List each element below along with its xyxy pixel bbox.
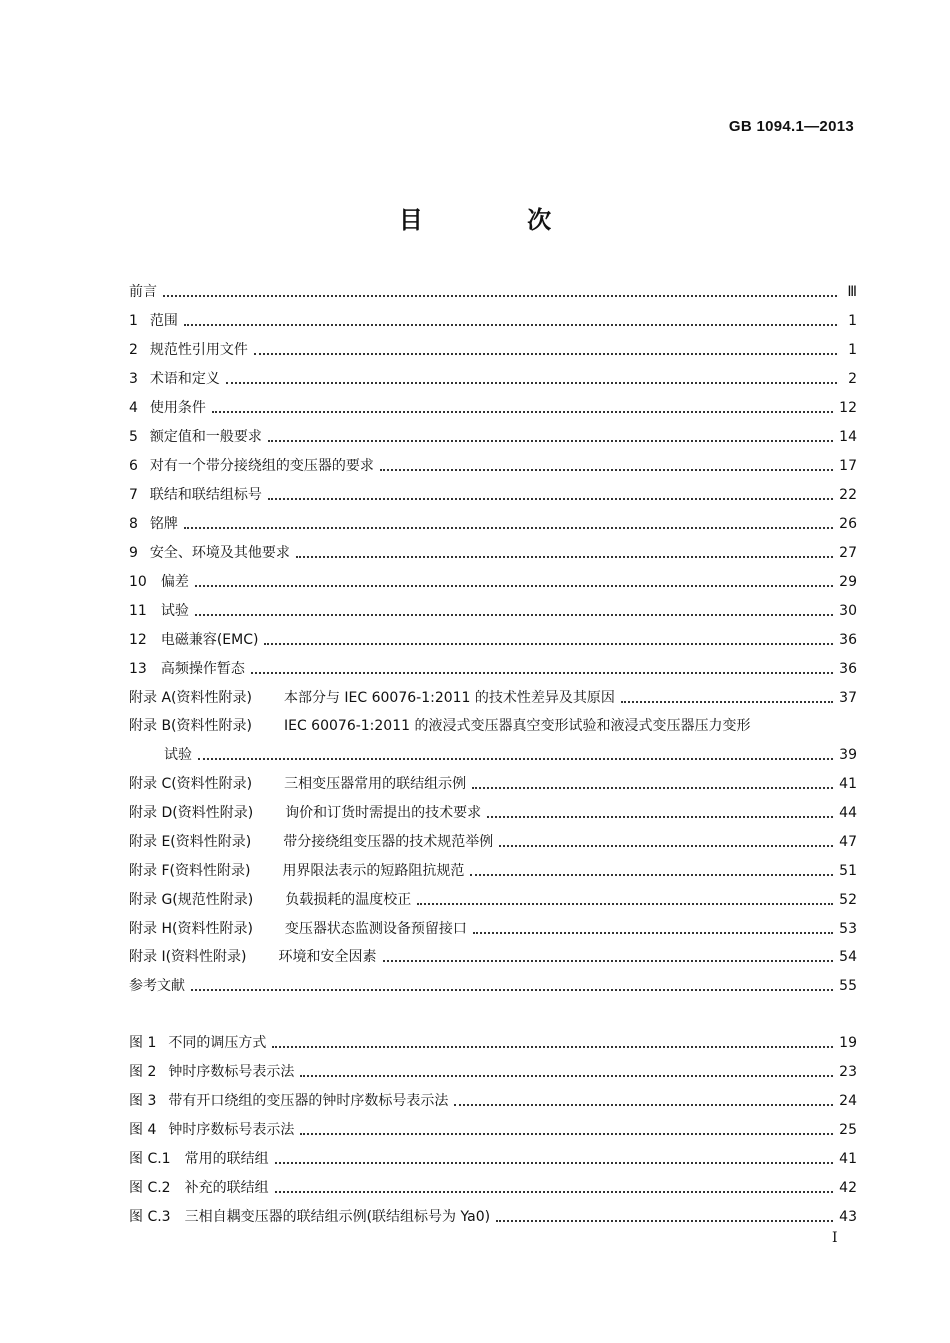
annex-page: 41 — [839, 776, 857, 792]
annex-page: 54 — [839, 949, 857, 965]
dot-leader — [275, 1162, 834, 1164]
toc-entry-number: 13 — [129, 661, 147, 677]
figure-page: 25 — [839, 1122, 857, 1138]
annex-page: 44 — [839, 805, 857, 821]
annex-page: 53 — [839, 921, 857, 937]
dot-leader — [454, 1104, 833, 1106]
toc-entry-page: 30 — [839, 603, 857, 619]
dot-leader — [300, 1133, 833, 1135]
toc-entry-page: 12 — [839, 400, 857, 416]
toc-entry-page: 36 — [839, 661, 857, 677]
toc-entry-number: 12 — [129, 632, 147, 648]
dot-leader — [300, 1075, 833, 1077]
toc-entry[interactable] — [129, 570, 857, 592]
standard-number: GB 1094.1—2013 — [728, 118, 854, 135]
annex-label: 变压器状态监测设备预留接口 — [284, 921, 467, 937]
toc-entry[interactable] — [129, 657, 857, 679]
dot-leader — [198, 758, 833, 760]
figure-page: 19 — [839, 1035, 857, 1051]
toc-entry-label: 术语和定义 — [149, 371, 220, 387]
toc-entry-label: 使用条件 — [149, 400, 206, 416]
annex-entry[interactable] — [129, 888, 857, 910]
dot-leader — [472, 787, 833, 789]
toc-entry-page: 22 — [839, 487, 857, 503]
annex-number: 附录 C(资料性附录) — [129, 776, 253, 792]
figure-number: 图 3 — [129, 1093, 157, 1109]
toc-entry-number: 5 — [129, 429, 138, 445]
dot-leader — [296, 556, 833, 558]
toc-entry-label: 联结和联结组标号 — [149, 487, 262, 503]
toc-entry-page: 14 — [839, 429, 857, 445]
dot-leader — [621, 701, 833, 703]
toc-entry[interactable] — [129, 512, 857, 534]
annex-entry[interactable] — [129, 830, 857, 852]
toc-entry[interactable] — [129, 483, 857, 505]
bibliography-label: 参考文献 — [129, 978, 185, 994]
page-number: I — [832, 1230, 838, 1246]
figure-number: 图 4 — [129, 1122, 157, 1138]
toc-entry[interactable] — [129, 454, 857, 476]
annex-page: 47 — [839, 834, 857, 850]
annex-label: IEC 60076-1:2011 的液浸式变压器真空变形试验和液浸式变压器压力变形 — [283, 718, 751, 734]
toc-entry-number: 10 — [129, 574, 147, 590]
bibliography-entry[interactable] — [129, 974, 857, 996]
toc-entry[interactable] — [129, 425, 857, 447]
toc-entry-number: 7 — [129, 487, 138, 503]
annex-number: 附录 A(资料性附录) — [129, 690, 252, 706]
toc-entry-number: 11 — [129, 603, 147, 619]
toc-entry-label: 电磁兼容(EMC) — [160, 632, 259, 648]
toc-entry[interactable] — [129, 309, 857, 331]
dot-leader — [383, 960, 834, 962]
figure-number: 图 1 — [129, 1035, 157, 1051]
toc-entry-label: 额定值和一般要求 — [149, 429, 262, 445]
toc-entry-label: 安全、环境及其他要求 — [149, 545, 290, 561]
figure-page: 42 — [839, 1180, 857, 1196]
figure-entry[interactable] — [129, 1147, 857, 1169]
annex-page: 52 — [839, 892, 857, 908]
annex-number: 附录 I(资料性附录) — [129, 949, 247, 965]
toc-entry-label: 试验 — [160, 603, 189, 619]
figure-entry[interactable] — [129, 1205, 857, 1227]
figure-page: 43 — [839, 1209, 857, 1225]
annex-number: 附录 F(资料性附录) — [129, 863, 251, 879]
annex-number: 附录 G(规范性附录) — [129, 892, 254, 908]
toc-entry-number: 3 — [129, 371, 138, 387]
toc-entry[interactable] — [129, 367, 857, 389]
dot-leader — [268, 498, 833, 500]
toc-entry-label: 偏差 — [160, 574, 189, 590]
toc-entry-page: 1 — [848, 313, 857, 329]
dot-leader — [268, 440, 833, 442]
dot-leader — [191, 989, 833, 991]
dot-leader — [264, 643, 833, 645]
figure-entry[interactable] — [129, 1060, 857, 1082]
annex-label: 负载损耗的温度校正 — [285, 892, 412, 908]
figure-label: 不同的调压方式 — [168, 1035, 267, 1051]
dot-leader — [254, 353, 837, 355]
annex-number: 附录 H(资料性附录) — [129, 921, 253, 937]
toc-entry-page: Ⅲ — [847, 284, 857, 300]
toc-entry[interactable] — [129, 280, 857, 302]
figure-label: 补充的联结组 — [184, 1180, 269, 1196]
toc-entry-number: 6 — [129, 458, 138, 474]
dot-leader — [380, 469, 833, 471]
dot-leader — [470, 874, 833, 876]
figure-number: 图 2 — [129, 1064, 157, 1080]
figure-number: 图 C.3 — [129, 1209, 171, 1225]
figure-number: 图 C.1 — [129, 1151, 171, 1167]
annex-entry[interactable] — [129, 801, 857, 823]
annex-label: 三相变压器常用的联结组示例 — [284, 776, 467, 792]
annex-page: 39 — [839, 747, 857, 763]
annex-entry[interactable] — [129, 859, 857, 881]
dot-leader — [272, 1046, 833, 1048]
figure-page: 23 — [839, 1064, 857, 1080]
annex-entry-continuation[interactable] — [129, 743, 857, 765]
toc-entry-number: 8 — [129, 516, 138, 532]
annex-label: 带分接绕组变压器的技术规范举例 — [283, 834, 494, 850]
page-title: 目 次 — [398, 206, 600, 234]
dot-leader — [251, 672, 833, 674]
figure-entry[interactable] — [129, 1176, 857, 1198]
toc-entry-page: 26 — [839, 516, 857, 532]
figure-label: 常用的联结组 — [184, 1151, 269, 1167]
dot-leader — [496, 1220, 833, 1222]
figure-label: 带有开口绕组的变压器的钟时序数标号表示法 — [168, 1093, 449, 1109]
figure-label: 钟时序数标号表示法 — [168, 1122, 295, 1138]
annex-label: 用界限法表示的短路阻抗规范 — [282, 863, 465, 879]
figure-entry[interactable] — [129, 1118, 857, 1140]
toc-entry-number: 2 — [129, 342, 138, 358]
figure-number: 图 C.2 — [129, 1180, 171, 1196]
dot-leader — [195, 614, 833, 616]
dot-leader — [184, 527, 833, 529]
toc-entry-label: 高频操作暂态 — [160, 661, 245, 677]
annex-entry[interactable] — [129, 917, 857, 939]
toc-entry-number: 1 — [129, 313, 138, 329]
annex-entry[interactable] — [129, 945, 857, 967]
annex-entry[interactable] — [129, 686, 857, 708]
figure-label: 钟时序数标号表示法 — [168, 1064, 295, 1080]
annex-number: 附录 B(资料性附录) — [129, 718, 252, 734]
dot-leader — [487, 816, 833, 818]
toc-entry-page: 29 — [839, 574, 857, 590]
annex-label: 环境和安全因素 — [278, 949, 377, 965]
toc-entry-label: 铭牌 — [149, 516, 178, 532]
toc-entry[interactable] — [129, 599, 857, 621]
toc-entry-label: 前言 — [129, 284, 157, 300]
toc-entry-page: 27 — [839, 545, 857, 561]
toc-entry-label: 规范性引用文件 — [149, 342, 248, 358]
annex-label-continuation: 试验 — [164, 747, 192, 763]
figure-entry[interactable] — [129, 1031, 857, 1053]
toc-entry[interactable] — [129, 628, 857, 650]
figure-page: 41 — [839, 1151, 857, 1167]
toc-entry-label: 对有一个带分接绕组的变压器的要求 — [149, 458, 374, 474]
annex-entry[interactable] — [129, 772, 857, 794]
annex-number: 附录 E(资料性附录) — [129, 834, 252, 850]
dot-leader — [184, 324, 837, 326]
figure-label: 三相自耦变压器的联结组示例(联结组标号为 Ya0) — [184, 1209, 491, 1225]
toc-entry-number: 9 — [129, 545, 138, 561]
annex-page: 51 — [839, 863, 857, 879]
toc-entry[interactable] — [129, 338, 857, 360]
dot-leader — [499, 845, 833, 847]
dot-leader — [226, 382, 837, 384]
bibliography-page: 55 — [839, 978, 857, 994]
figure-entry[interactable] — [129, 1089, 857, 1111]
dot-leader — [212, 411, 833, 413]
annex-label: 本部分与 IEC 60076-1:2011 的技术性差异及其原因 — [283, 690, 615, 706]
dot-leader — [163, 295, 837, 297]
toc-entry[interactable] — [129, 396, 857, 418]
annex-page: 37 — [839, 690, 857, 706]
annex-entry[interactable] — [129, 714, 857, 736]
dot-leader — [195, 585, 833, 587]
annex-number: 附录 D(资料性附录) — [129, 805, 254, 821]
dot-leader — [275, 1191, 834, 1193]
dot-leader — [473, 932, 833, 934]
toc-entry-number: 4 — [129, 400, 138, 416]
toc-entry[interactable] — [129, 541, 857, 563]
toc-entry-page: 17 — [839, 458, 857, 474]
toc-entry-page: 2 — [848, 371, 857, 387]
dot-leader — [417, 903, 833, 905]
annex-label: 询价和订货时需提出的技术要求 — [285, 805, 482, 821]
toc-entry-label: 范围 — [149, 313, 178, 329]
toc-entry-page: 1 — [848, 342, 857, 358]
toc-entry-page: 36 — [839, 632, 857, 648]
figure-page: 24 — [839, 1093, 857, 1109]
